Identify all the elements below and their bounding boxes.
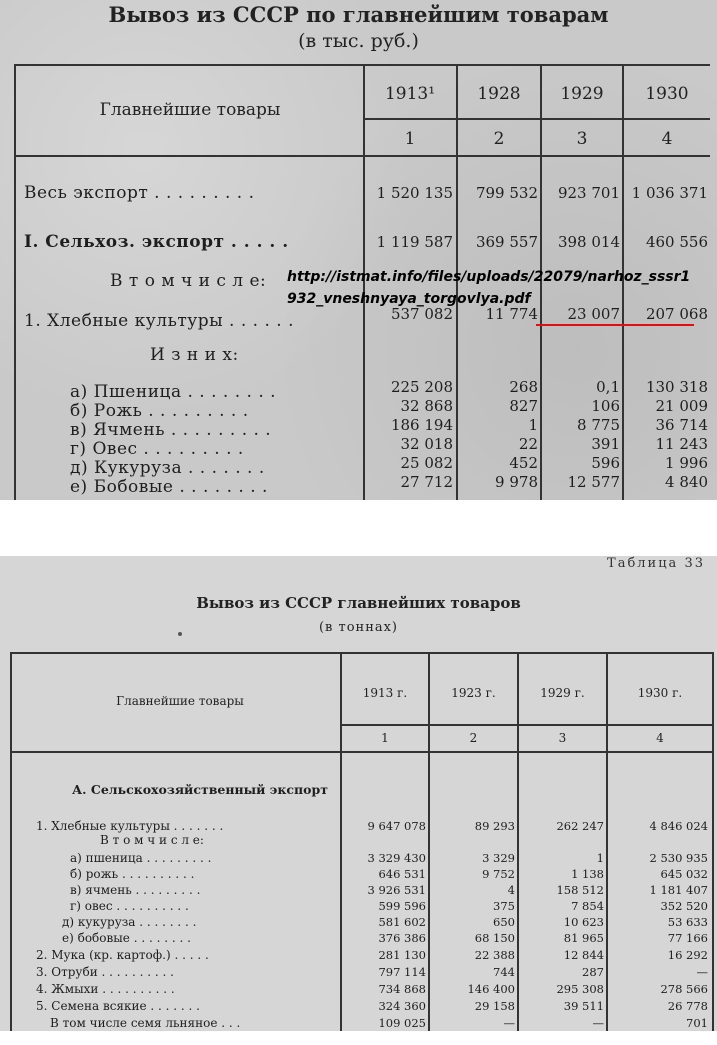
cell-value: 29 158 (474, 999, 515, 1013)
cell-value: 375 (493, 899, 515, 913)
cell-value: 1 996 (665, 454, 708, 472)
cell-value: 268 (509, 378, 538, 396)
row-label: 3. Отруби . . . . . . . . . . (36, 965, 174, 979)
cell-value: 9 978 (495, 473, 538, 491)
header-num: 2 (469, 731, 478, 745)
cell-value: 39 511 (563, 999, 604, 1013)
cell-value: 295 308 (556, 982, 604, 996)
row-label: г) овес . . . . . . . . . . (70, 899, 189, 913)
cell-value: 26 778 (667, 999, 708, 1013)
cell-value: — (696, 965, 708, 979)
header-divider (340, 724, 713, 726)
table-left-border (14, 64, 16, 500)
cell-value: 109 025 (378, 1016, 426, 1030)
row-label: д) кукуруза . . . . . . . . (62, 915, 197, 929)
scan-top-table (0, 0, 717, 500)
cell-value: 9 647 078 (367, 819, 426, 833)
cell-value: 8 775 (577, 416, 620, 434)
cell-value: 3 329 430 (367, 851, 426, 865)
cell-value: 452 (509, 454, 538, 472)
cell-value: 10 623 (563, 915, 604, 929)
cell-value: — (592, 1016, 604, 1030)
cell-value: 2 530 935 (649, 851, 708, 865)
header-num: 3 (558, 731, 567, 745)
red-underline (536, 324, 694, 326)
table-right-border (712, 652, 714, 1031)
cell-value: 89 293 (474, 819, 515, 833)
cell-value: 32 018 (400, 435, 453, 453)
cell-value: 11 243 (655, 435, 708, 453)
row-label: В том числе семя льняное . . . (50, 1016, 241, 1030)
cell-value: 16 292 (667, 948, 708, 962)
cell-value: 799 532 (475, 184, 538, 202)
cell-value: 4 846 024 (649, 819, 708, 833)
row-label: е) бобовые . . . . . . . . (62, 931, 191, 945)
cell-value: 281 130 (378, 948, 426, 962)
cell-value: 797 114 (378, 965, 426, 979)
row-label: д) Кукуруза . . . . . . . (70, 458, 265, 478)
cell-value: 3 329 (482, 851, 515, 865)
cell-value: 398 014 (557, 233, 620, 251)
top-title: Вывоз из СССР по главнейшим товарам (108, 2, 609, 27)
scan-speck (178, 632, 182, 636)
cell-value: 207 068 (645, 305, 708, 323)
cell-value: 287 (582, 965, 604, 979)
cell-value: 21 009 (655, 397, 708, 415)
header-num: 3 (576, 129, 588, 149)
cell-value: 537 082 (390, 305, 453, 323)
cell-value: 3 926 531 (367, 883, 426, 897)
cell-value: 744 (493, 965, 515, 979)
cell-value: 7 854 (571, 899, 604, 913)
cell-value: 81 965 (563, 931, 604, 945)
cell-value: 23 007 (567, 305, 620, 323)
table-left-border (10, 652, 12, 1031)
cell-value: 599 596 (378, 899, 426, 913)
cell-value: 11 774 (485, 305, 538, 323)
row-label: 4. Жмыхи . . . . . . . . . . (36, 982, 175, 996)
header-year: 1930 (645, 84, 689, 104)
header-year: 1913¹ (384, 84, 436, 104)
section-heading: А. Сельскохозяйственный экспорт (72, 782, 328, 797)
cell-value: 581 602 (378, 915, 426, 929)
cell-value: 106 (591, 397, 620, 415)
cell-value: 324 360 (378, 999, 426, 1013)
cell-value: 650 (493, 915, 515, 929)
cell-value: 391 (591, 435, 620, 453)
row-label: е) Бобовые . . . . . . . . (70, 477, 268, 497)
row-label: б) рожь . . . . . . . . . . (70, 867, 195, 881)
cell-value: 1 (596, 851, 604, 865)
cell-value: 596 (591, 454, 620, 472)
header-num: 1 (381, 731, 389, 745)
cell-value: 158 512 (556, 883, 604, 897)
header-num: 1 (404, 129, 416, 149)
cell-value: 0,1 (596, 378, 620, 396)
cell-value: 146 400 (467, 982, 515, 996)
cell-value: 25 082 (400, 454, 453, 472)
cell-value: 12 844 (563, 948, 604, 962)
cell-value: 701 (686, 1016, 708, 1030)
header-bottom-border (14, 155, 710, 157)
cell-value: 4 840 (665, 473, 708, 491)
header-year: 1928 (477, 84, 521, 104)
header-year: 1913 г. (362, 686, 408, 700)
row-label: В т о м ч и с л е: (110, 271, 267, 291)
table-number-label: Таблица 33 (607, 556, 705, 571)
cell-value: 53 633 (667, 915, 708, 929)
bottom-title: Вывоз из СССР главнейших товаров (196, 594, 521, 612)
cell-value: 734 868 (378, 982, 426, 996)
row-label: 1. Хлебные культуры . . . . . . . (36, 819, 224, 833)
row-label: 5. Семена всякие . . . . . . . (36, 999, 200, 1013)
cell-value: 262 247 (556, 819, 604, 833)
row-label: 1. Хлебные культуры . . . . . . (24, 311, 294, 331)
cell-value: 1 138 (571, 867, 604, 881)
header-bottom-border (10, 751, 713, 753)
cell-value: 77 166 (667, 931, 708, 945)
row-label: в) ячмень . . . . . . . . . (70, 883, 201, 897)
header-year: 1930 г. (637, 686, 683, 700)
row-label: В т о м ч и с л е: (100, 833, 204, 847)
cell-value: — (503, 1016, 515, 1030)
cell-value: 1 119 587 (376, 233, 453, 251)
row-label: Весь экспорт . . . . . . . . . (24, 183, 255, 203)
cell-value: 22 (518, 435, 538, 453)
cell-value: 1 520 135 (376, 184, 453, 202)
header-first-col: Главнейшие товары (116, 694, 244, 708)
cell-value: 225 208 (390, 378, 453, 396)
cell-value: 22 388 (474, 948, 515, 962)
top-subtitle: (в тыс. руб.) (298, 30, 419, 52)
cell-value: 1 (528, 416, 538, 434)
table-top-border (14, 64, 710, 66)
row-label: 2. Мука (кр. картоф.) . . . . . (36, 948, 209, 962)
header-first-col: Главнейшие товары (99, 100, 281, 120)
cell-value: 645 032 (660, 867, 708, 881)
scan-bottom-table (0, 556, 717, 1031)
row-label: I. Сельхоз. экспорт . . . . . (24, 232, 289, 252)
cell-value: 9 752 (482, 867, 515, 881)
cell-value: 376 386 (378, 931, 426, 945)
header-year: 1923 г. (451, 686, 496, 700)
cell-value: 27 712 (400, 473, 453, 491)
cell-value: 460 556 (645, 233, 708, 251)
cell-value: 68 150 (474, 931, 515, 945)
row-label: а) пшеница . . . . . . . . . (70, 851, 212, 865)
header-divider (363, 118, 710, 120)
header-num: 4 (656, 731, 664, 745)
cell-value: 1 036 371 (631, 184, 708, 202)
cell-value: 278 566 (660, 982, 708, 996)
header-num: 4 (661, 129, 673, 149)
row-label: б) Рожь . . . . . . . . . (70, 401, 249, 421)
header-year: 1929 г. (540, 686, 585, 700)
cell-value: 36 714 (655, 416, 708, 434)
source-url-note[interactable]: http://istmat.info/files/uploads/22079/narhoz_sssr1932_vneshnyaya_torgovlya.pdf (287, 269, 691, 307)
header-year: 1929 (560, 84, 604, 104)
cell-value: 923 701 (557, 184, 620, 202)
cell-value: 32 868 (400, 397, 453, 415)
cell-value: 12 577 (567, 473, 620, 491)
row-label: г) Овес . . . . . . . . . (70, 439, 244, 459)
cell-value: 1 181 407 (649, 883, 708, 897)
cell-value: 646 531 (378, 867, 426, 881)
cell-value: 130 318 (645, 378, 708, 396)
bottom-subtitle: (в тоннах) (318, 620, 399, 635)
cell-value: 352 520 (660, 899, 708, 913)
cell-value: 369 557 (475, 233, 538, 251)
row-label: в) Ячмень . . . . . . . . . (70, 420, 272, 440)
row-label: И з н и х: (150, 345, 239, 365)
cell-value: 827 (509, 397, 538, 415)
row-label: а) Пшеница . . . . . . . . (70, 382, 277, 402)
cell-value: 4 (507, 883, 515, 897)
header-num: 2 (493, 129, 505, 149)
table-top-border (10, 652, 713, 654)
cell-value: 186 194 (390, 416, 453, 434)
